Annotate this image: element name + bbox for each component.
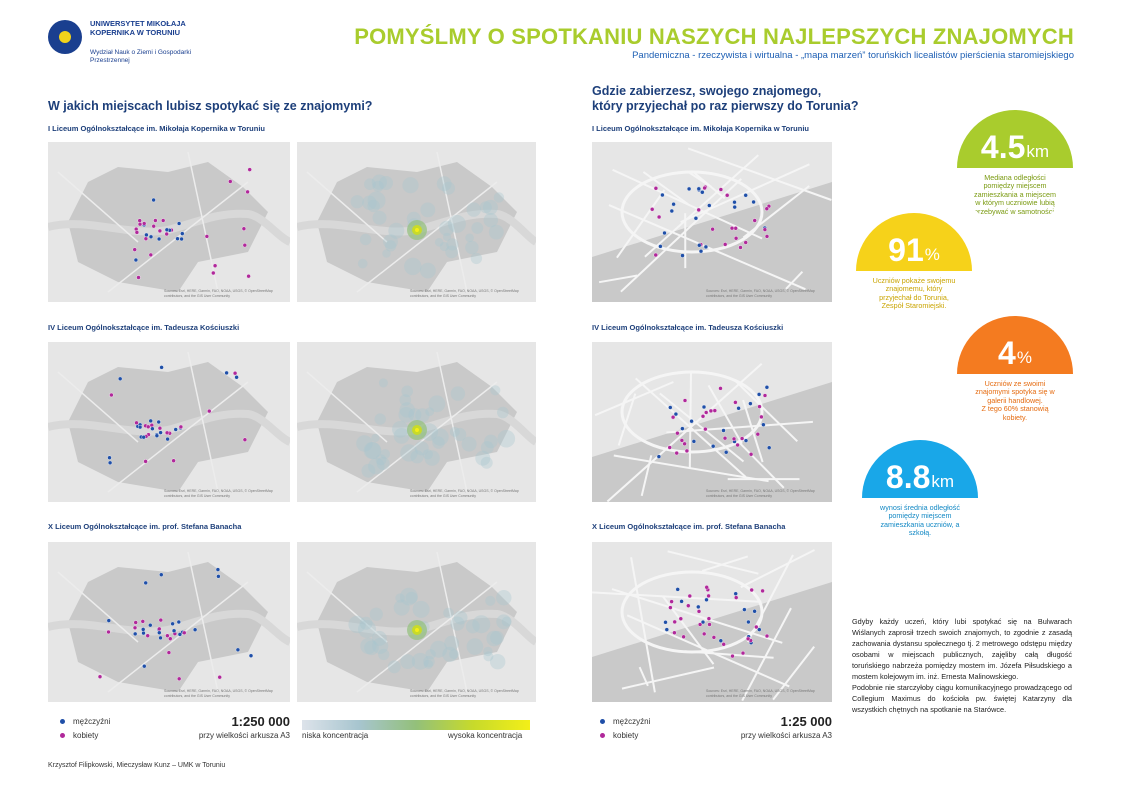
scale-left-sub: przy wielkości arkusza A3 [198,731,290,740]
points-map-city [48,142,290,302]
school-label: IV Liceum Ogólnokształcące im. Tadeusza Kościuszki [48,323,240,332]
university-name: UNIWERSYTET MIKOŁAJA KOPERNIKA W TORUNIU [90,19,186,37]
school-label: I Liceum Ogólnokształcące im. Mikołaja Kopernika w Toruniu [592,124,809,133]
left-section-title: W jakich miejscach lubisz spotykać się ze znajomymi? [48,99,373,113]
gradient-low-label: niska koncentracja [302,731,369,740]
points-map-city [48,342,290,502]
right-section-title-1: Gdzie zabierzesz, swojego znajomego, [592,84,822,98]
map-credit: Sources: Esri, HERE, Garmin, FAO, NOAA, USGS, © OpenStreetMap contributors, and the GIS User Community [164,289,273,298]
map-credit: Sources: Esri, HERE, Garmin, FAO, NOAA, USGS, © OpenStreetMap contributors, and the GIS User Community [410,689,519,698]
stat-average-distance: 8.8 km wynosi średnia odległość pomiędzy miejscem zamieszkania uczniów, a szkołą. [862,440,978,556]
stat-old-town: 91 % Uczniów pokaże swojemu znajomemu, który przyjechał do Torunia, Zespół Staromiejski. [856,213,972,329]
map-credit: Sources: Esri, HERE, Garmin, FAO, NOAA, USGS, © OpenStreetMap contributors, and the GIS User Community [164,489,273,498]
map-credit: Sources: Esri, HERE, Garmin, FAO, NOAA, USGS, © OpenStreetMap contributors, and the GIS User Community [410,489,519,498]
school-label: X Liceum Ogólnokształcące im. prof. Stefana Banacha [48,522,242,531]
scale-right-sub: przy wielkości arkusza A3 [740,731,832,740]
points-map-city [48,542,290,702]
poster-subtitle: Pandemiczna - rzeczywista i wirtualna - „mapa marzeń” toruńskich licealistów pierścienia staromiejskiego [632,50,1074,61]
school-label: IV Liceum Ogólnokształcące im. Tadeusza Kościuszki [592,323,784,332]
map-credit: Sources: Esri, HERE, Garmin, FAO, NOAA, USGS, © OpenStreetMap contributors, and the GIS User Community [706,289,815,298]
women-dot-icon [600,733,605,738]
stat-median-distance: 4.5 km Mediana odległości pomiędzy miejscem zamieszkania a miejscem w którym uczniowie lubią przebywać w samotności. [957,110,1073,226]
legend-women: kobiety [60,731,98,740]
heatmap-city [297,342,536,502]
old-town-map [592,342,832,502]
map-credit: Sources: Esri, HERE, Garmin, FAO, NOAA, USGS, © OpenStreetMap contributors, and the GIS User Community [706,489,815,498]
stat-mall: 4 % Uczniów ze swoimi znajomymi spotyka się w galerii handlowej. Z tego 60% stanowią kobiety. [957,316,1073,432]
heatmap-city [297,542,536,702]
heatmap-city [297,142,536,302]
map-credit: Sources: Esri, HERE, Garmin, FAO, NOAA, USGS, © OpenStreetMap contributors, and the GIS User Community [164,689,273,698]
men-dot-icon [60,719,65,724]
scale-right: 1:25 000 [780,714,832,729]
umk-logo [48,20,82,54]
concentration-gradient [302,720,530,730]
legend-men-right: mężczyźni [600,717,650,726]
map-credit: Sources: Esri, HERE, Garmin, FAO, NOAA, USGS, © OpenStreetMap contributors, and the GIS User Community [706,689,815,698]
description-paragraph: Gdyby każdy uczeń, który lubi spotykać się na Bulwarach Wiślanych zaprosił trzech swoich znajomych, to zgodnie z zasadą zachowania dystansu społecznego tj. 2 metrowego odstępu między osobami w miejscach publicznych, zajęliby całą długość toruńskiego nabrzeża pomiędzy mostem im. Józefa Piłsudskiego a mostem kolejowym im. inż. Ernesta Malinowskiego. Podobnie nie starczyłoby ciągu komunikacyjnego prowadzącego od Collegium Maximus do kościoła pw. świętej Katarzyny dla wszystkich chętnych na spotkanie na Starówce. [852,617,1072,714]
men-dot-icon [600,719,605,724]
old-town-map [592,542,832,702]
legend-women-right: kobiety [600,731,638,740]
school-label: X Liceum Ogólnokształcące im. prof. Stefana Banacha [592,522,786,531]
map-credit: Sources: Esri, HERE, Garmin, FAO, NOAA, USGS, © OpenStreetMap contributors, and the GIS User Community [410,289,519,298]
gradient-high-label: wysoka koncentracja [448,731,523,740]
logo-star-icon [59,31,71,43]
school-label: I Liceum Ogólnokształcące im. Mikołaja Kopernika w Toruniu [48,124,265,133]
faculty-name: Wydział Nauk o Ziemi i Gospodarki Przestrzennej [90,49,192,64]
authors-footer: Krzysztof Filipkowski, Mieczysław Kunz – UMK w Toruniu [48,762,226,769]
old-town-map [592,142,832,302]
right-section-title-2: który przyjechał po raz pierwszy do Torunia? [592,99,859,113]
legend-men: mężczyźni [60,717,110,726]
women-dot-icon [60,733,65,738]
scale-left: 1:250 000 [231,714,290,729]
poster-title: POMYŚLMY O SPOTKANIU NASZYCH NAJLEPSZYCH ZNAJOMYCH [354,24,1074,49]
